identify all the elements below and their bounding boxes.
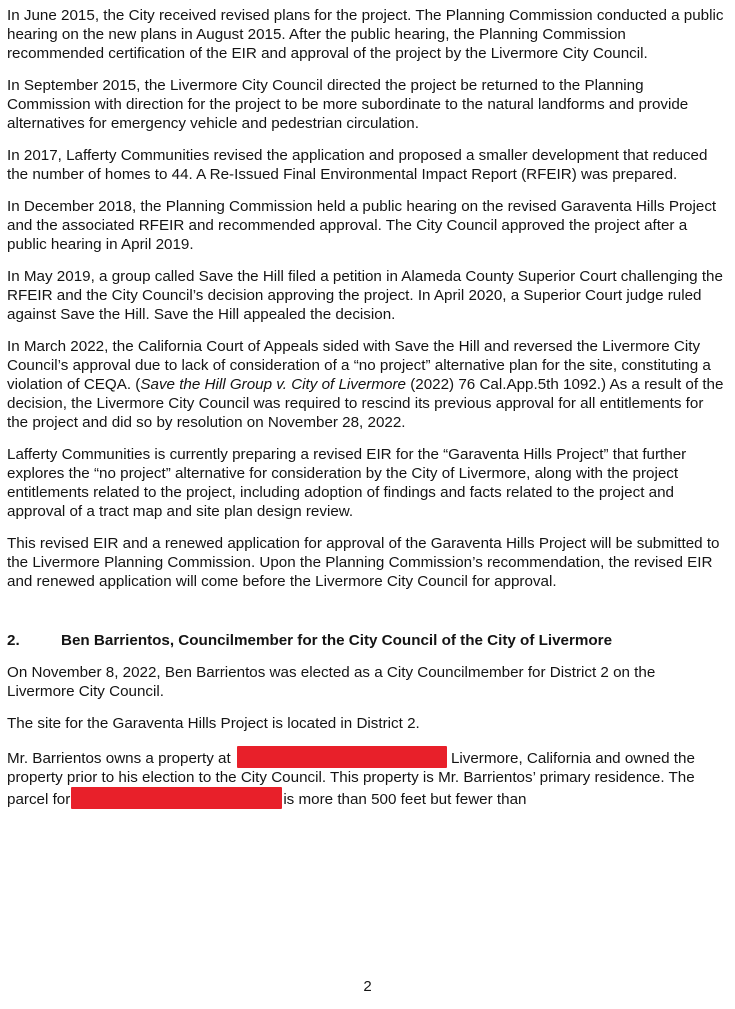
paragraph-text: In June 2015, the City received revised plans for the project. The Planning Commission conducted a public hearing on the new plans in August 2015. After the public hearing, the Planning Commission recommended certification of the EIR and approval of the project by the Livermore City Council.	[7, 7, 724, 62]
paragraph-text: In September 2015, the Livermore City Council directed the project be returned to the Planning Commission with direction for the project to be more subordinate to the natural landforms and provide alternatives for emergency vehicle and pedestrian circulation.	[7, 77, 689, 132]
paragraph-text: (2022) 76 Cal.App.5th 1092.) As a result of the decision, the Livermore City Council was required to rescind its previous approval for all entitlements for the project and did so by resolution on November 28, 2022.	[7, 376, 724, 431]
redaction-box	[237, 746, 447, 768]
paragraph-text: This revised EIR and a renewed application for approval of the Garaventa Hills Project will be submitted to the Livermore Planning Commission. Upon the Planning Commission’s recommendation, the revised EIR and renewed application will come before the Livermore City Council for approval.	[7, 535, 720, 590]
paragraph	[7, 445, 725, 521]
paragraph-text: In May 2019, a group called Save the Hill filed a petition in Alameda County Superior Court challenging the RFEIR and the City Council’s decision approving the project. In April 2020, a Superior Court judge ruled against Save the Hill. Save the Hill appealed the decision.	[7, 268, 723, 323]
paragraph-text: In December 2018, the Planning Commission held a public hearing on the revised Garaventa Hills Project and the associated RFEIR and recommended approval. The City Council approved the project after a public hearing in April 2019.	[7, 198, 717, 253]
paragraph	[7, 267, 725, 324]
body-paragraphs	[7, 6, 725, 591]
document-page	[7, 6, 725, 822]
paragraph	[7, 6, 725, 63]
property-text-3: is more than 500 feet but fewer than	[283, 791, 527, 808]
paragraph-text: In 2017, Lafferty Communities revised the application and proposed a smaller development that reduced the number of homes to 44. A Re-Issued Final Environmental Impact Report (RFEIR) was prepared.	[7, 147, 708, 183]
redaction-box	[71, 787, 282, 809]
paragraph	[7, 337, 725, 432]
section-heading	[7, 631, 725, 650]
section-title: Ben Barrientos, Councilmember for the City Council of the City of Livermore	[61, 632, 613, 649]
paragraph	[7, 76, 725, 133]
paragraph-election: On November 8, 2022, Ben Barrientos was elected as a City Councilmember for District 2 on the Livermore City Council.	[7, 664, 656, 700]
paragraph	[7, 197, 725, 254]
property-text-1: Mr. Barrientos owns a property at	[7, 750, 231, 767]
section-number: 2.	[7, 632, 20, 649]
paragraph-district: The site for the Garaventa Hills Project is located in District 2.	[7, 715, 420, 732]
paragraph-property	[7, 746, 725, 809]
paragraph	[7, 534, 725, 591]
property-text-2: Livermore, California and owned the property prior to his election to the City Council. This property is Mr. Barrientos’ primary residence. The parcel for	[7, 750, 695, 808]
paragraph	[7, 146, 725, 184]
paragraph-text: Lafferty Communities is currently preparing a revised EIR for the “Garaventa Hills Project” that further explores the “no project” alternative for consideration by the City of Livermore, along with the project entitlements related to the project, including adoption of findings and facts related to the project and approval of a tract map and site plan design review.	[7, 446, 687, 520]
paragraph-text: In March 2022, the California Court of Appeals sided with Save the Hill and reversed the Livermore City Council’s approval due to lack of consideration of a “no project” alternative plan for the site, constituting a violation of CEQA. (	[7, 338, 711, 393]
case-citation: Save the Hill Group v. City of Livermore	[140, 376, 406, 393]
page-number: 2	[363, 978, 372, 995]
